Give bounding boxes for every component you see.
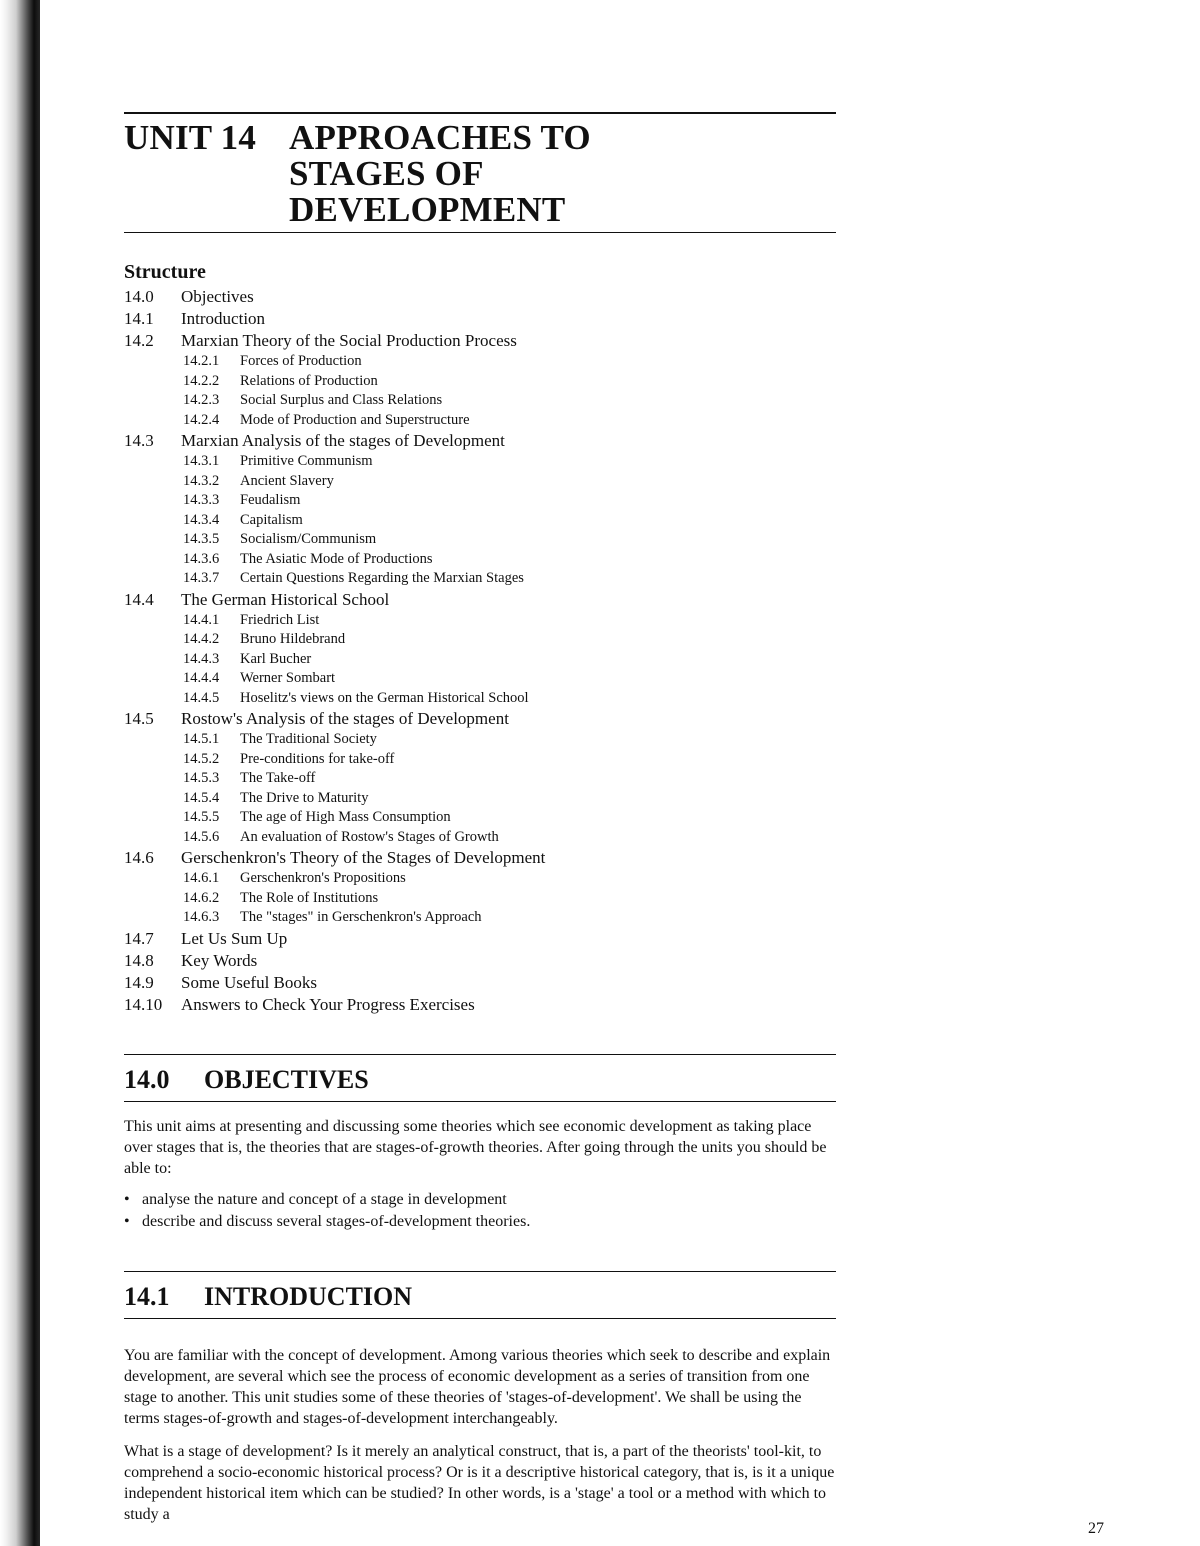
toc-entry: [124, 708, 836, 730]
structure-section: [124, 261, 836, 1016]
toc-subentry-title: Gerschenkron's Propositions: [240, 870, 406, 886]
toc-subentry-title: Feudalism: [240, 492, 301, 508]
toc-subentry-number: 14.5.3: [183, 770, 220, 786]
toc-subentry-title: Certain Questions Regarding the Marxian Stages: [240, 570, 524, 586]
section-bottom-rule: [124, 1101, 836, 1102]
objectives-section: [124, 1054, 836, 1233]
section-title: INTRODUCTION: [204, 1281, 413, 1311]
toc-subentry-number: 14.2.2: [183, 372, 220, 389]
toc-entry-number: 14.8: [124, 950, 154, 970]
toc-entry-title: Answers to Check Your Progress Exercises: [181, 994, 475, 1014]
toc-subentry-title: The Take-off: [240, 770, 316, 786]
toc-subentry-number: 14.3.4: [183, 511, 220, 528]
toc-subentry: [124, 789, 836, 809]
toc-subentry-title: Werner Sombart: [240, 670, 336, 686]
toc-subentry: [124, 569, 836, 589]
toc-subentry-number: 14.4.5: [183, 689, 220, 706]
toc-subentry-title: Karl Bucher: [240, 650, 312, 667]
unit-title: APPROACHES TO STAGES OF DEVELOPMENT: [289, 118, 591, 229]
toc-subentry: [124, 730, 836, 750]
page-number: 27: [1088, 1520, 1104, 1537]
toc-entry-title: The German Historical School: [181, 589, 390, 609]
toc-entry-number: 14.6: [124, 848, 154, 867]
toc-entry-title: Some Useful Books: [181, 972, 317, 992]
introduction-section: [124, 1271, 836, 1525]
bullet-icon: •: [124, 1190, 130, 1208]
toc-subentry-number: 14.2.3: [183, 392, 220, 408]
toc-entry-title: Marxian Theory of the Social Production Process: [181, 331, 517, 350]
list-item: [124, 1211, 836, 1233]
toc-subentry: [124, 491, 836, 511]
toc-subentry-title: Forces of Production: [240, 353, 362, 369]
section-heading-introduction: [124, 1272, 836, 1318]
toc-subentry-number: 14.3.6: [183, 550, 220, 567]
toc-entry: [124, 330, 836, 352]
toc-subentry: [124, 530, 836, 550]
toc-subentry-number: 14.3.3: [183, 492, 220, 508]
toc-subentry-title: The Role of Institutions: [240, 889, 379, 906]
section-number: 14.1: [124, 1281, 170, 1311]
toc-subentry-title: Socialism/Communism: [240, 531, 377, 547]
toc-subentry-number: 14.6.3: [183, 909, 220, 925]
objectives-paragraph: This unit aims at presenting and discussing some theories which see economic development as taking place over stages that is, the theories that are stages-of-growth theories. After going through the units you should be able to:: [124, 1117, 827, 1177]
toc-subentry-title: Friedrich List: [240, 611, 320, 628]
list-item: [124, 1189, 836, 1211]
toc-subentry: [124, 511, 836, 531]
toc-subentry-title: Bruno Hildebrand: [240, 631, 346, 647]
toc-subentry-title: The Traditional Society: [240, 731, 377, 747]
toc-entry: [124, 847, 836, 869]
toc-entry: [124, 286, 836, 308]
toc-entry: [124, 994, 836, 1016]
toc-subentry-number: 14.3.2: [183, 472, 220, 489]
toc-subentry-title: Relations of Production: [240, 372, 378, 389]
toc-subentry: [124, 669, 836, 689]
toc-subentry: [124, 411, 836, 431]
toc-entry-number: 14.3: [124, 431, 154, 450]
document-page: [124, 112, 836, 1525]
toc-subentry-number: 14.5.5: [183, 809, 220, 825]
toc-subentry-title: The Drive to Maturity: [240, 789, 369, 806]
toc-subentry-number: 14.2.1: [183, 353, 220, 369]
toc-subentry: [124, 869, 836, 889]
toc-entry-number: 14.10: [124, 994, 163, 1014]
toc-subentry-number: 14.4.1: [183, 611, 220, 628]
toc-subentry: [124, 750, 836, 770]
toc-entry-number: 14.0: [124, 287, 154, 306]
section-title: OBJECTIVES: [204, 1064, 369, 1094]
toc-subentry: [124, 689, 836, 709]
toc-subentry: [124, 769, 836, 789]
toc-subentry-title: The Asiatic Mode of Productions: [240, 550, 433, 567]
toc-entry-title: Key Words: [181, 950, 258, 970]
toc-subentry-number: 14.5.4: [183, 789, 220, 806]
toc-entry: [124, 589, 836, 611]
toc-subentry: [124, 908, 836, 928]
toc-subentry-number: 14.5.1: [183, 731, 220, 747]
toc-entry: [124, 928, 836, 950]
section-bottom-rule: [124, 1318, 836, 1319]
toc-subentry-title: An evaluation of Rostow's Stages of Growth: [240, 828, 499, 845]
bullet-text: analyse the nature and concept of a stage in development: [142, 1190, 507, 1208]
toc-entry-number: 14.4: [124, 589, 154, 609]
toc-entry-title: Marxian Analysis of the stages of Development: [181, 431, 505, 450]
toc-entry-number: 14.1: [124, 309, 154, 328]
section-number: 14.0: [124, 1064, 170, 1094]
objectives-bullet-list: [124, 1189, 836, 1233]
toc-subentry: [124, 611, 836, 631]
toc-entry-title: Gerschenkron's Theory of the Stages of Development: [181, 848, 546, 867]
toc-subentry-number: 14.3.1: [183, 453, 220, 469]
toc-entry-number: 14.7: [124, 928, 154, 948]
unit-number: UNIT 14: [124, 118, 257, 157]
toc-subentry: [124, 828, 836, 848]
toc-entry: [124, 308, 836, 330]
introduction-paragraph-1: You are familiar with the concept of development. Among various theories which seek to describe and explain development, are several which see the process of economic development as a series of transition from one stage to another. This unit studies some of these theories of 'stages-of-development'. We shall be using the terms stages-of-growth and stages-of-development interchangeably.: [124, 1346, 831, 1427]
toc-subentry-number: 14.6.1: [183, 870, 220, 886]
toc-entry-title: Objectives: [181, 287, 254, 306]
toc-subentry: [124, 452, 836, 472]
toc-subentry-number: 14.5.2: [183, 750, 220, 767]
toc-subentry: [124, 352, 836, 372]
toc-subentry: [124, 372, 836, 392]
toc-subentry-title: Hoselitz's views on the German Historical School: [240, 689, 529, 706]
toc-subentry-number: 14.4.4: [183, 670, 220, 686]
toc-subentry-title: Primitive Communism: [240, 453, 373, 469]
toc-subentry-title: Ancient Slavery: [240, 472, 334, 489]
unit-heading: [124, 114, 836, 232]
toc-subentry-number: 14.2.4: [183, 411, 220, 428]
table-of-contents: [124, 286, 836, 1016]
toc-subentry-number: 14.3.5: [183, 531, 220, 547]
toc-subentry-number: 14.5.6: [183, 828, 220, 845]
toc-subentry-number: 14.6.2: [183, 889, 220, 906]
toc-subentry-title: The "stages" in Gerschenkron's Approach: [240, 909, 482, 925]
bullet-text: describe and discuss several stages-of-development theories.: [142, 1212, 531, 1230]
toc-entry: [124, 972, 836, 994]
toc-subentry-title: Capitalism: [240, 511, 303, 528]
toc-entry-title: Let Us Sum Up: [181, 928, 288, 948]
structure-heading: Structure: [124, 261, 206, 283]
toc-subentry-title: Social Surplus and Class Relations: [240, 392, 443, 408]
introduction-paragraph-2: What is a stage of development? Is it merely an analytical construct, that is, a part of the theorists' tool-kit, to comprehend a socio-economic historical process? Or is it a descriptive historical category, that is, is it a unique independent historical item which can be studied? In other words, is a 'stage' a tool or a method with which to study a: [124, 1442, 835, 1523]
toc-subentry-title: The age of High Mass Consumption: [240, 809, 451, 825]
toc-entry-number: 14.5: [124, 709, 154, 728]
toc-subentry: [124, 650, 836, 670]
toc-subentry-number: 14.4.3: [183, 650, 220, 667]
toc-subentry-number: 14.3.7: [183, 570, 220, 586]
toc-entry: [124, 950, 836, 972]
bullet-icon: •: [124, 1212, 130, 1230]
book-spine-edge: [0, 0, 40, 1546]
toc-subentry: [124, 889, 836, 909]
section-heading-objectives: [124, 1055, 836, 1101]
toc-entry-title: Rostow's Analysis of the stages of Development: [181, 709, 509, 728]
toc-entry-number: 14.2: [124, 331, 154, 350]
toc-subentry-title: Pre-conditions for take-off: [240, 750, 395, 767]
toc-subentry-number: 14.4.2: [183, 631, 220, 647]
toc-subentry: [124, 630, 836, 650]
toc-subentry: [124, 391, 836, 411]
toc-subentry-title: Mode of Production and Superstructure: [240, 411, 470, 428]
toc-entry-title: Introduction: [181, 309, 266, 328]
toc-subentry: [124, 808, 836, 828]
toc-subentry: [124, 472, 836, 492]
toc-entry: [124, 430, 836, 452]
toc-subentry: [124, 550, 836, 570]
toc-entry-number: 14.9: [124, 972, 154, 992]
unit-bottom-rule: [124, 232, 836, 233]
